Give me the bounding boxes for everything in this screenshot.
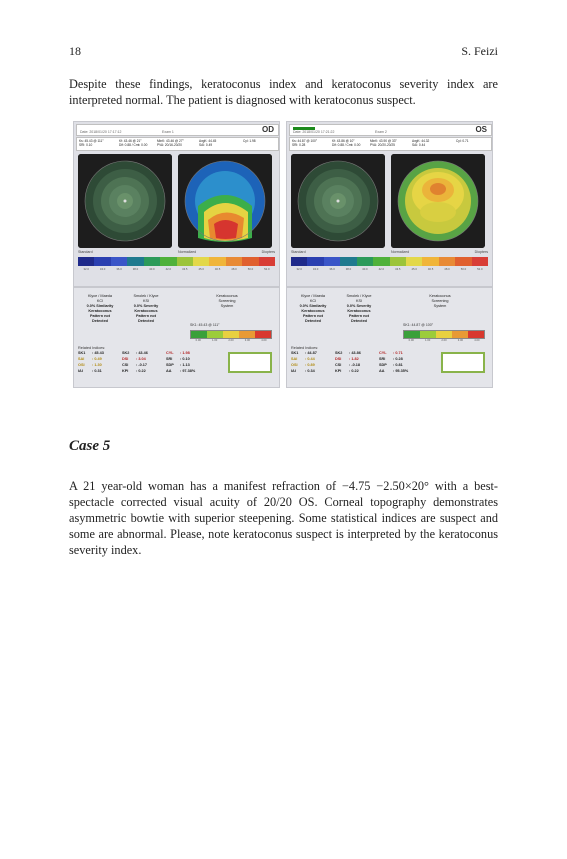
index-cell: CYL xyxy=(379,351,387,355)
scale-value: 42.0 xyxy=(165,267,172,271)
scale-value: 52.0 xyxy=(264,267,270,271)
index-cell: CSI xyxy=(335,363,342,367)
column-text: Keratoconus xyxy=(301,309,325,313)
severity-scale-values xyxy=(403,339,485,342)
color-swatch xyxy=(78,257,94,266)
scale-value: 45.0 xyxy=(198,267,204,271)
keratometry-info-bar xyxy=(289,137,492,151)
color-swatch xyxy=(406,257,422,266)
scale-value: 32.0 xyxy=(83,267,89,271)
title-bar xyxy=(289,124,492,136)
index-cell: : 0.81 xyxy=(393,363,403,367)
info-text: AvgK: 44.45 xyxy=(199,139,217,143)
column-text: Klyce / Maeda xyxy=(300,294,326,298)
severity-segment xyxy=(191,331,207,338)
column-text: Detected xyxy=(350,319,368,323)
index-cell: SK2 xyxy=(122,351,130,355)
scale-value: 40.0 xyxy=(149,267,155,271)
column-text: Detected xyxy=(91,319,109,323)
info-text: AvgK: 44.32 xyxy=(412,139,430,143)
index-cell: AA xyxy=(166,369,172,373)
color-swatch xyxy=(259,257,275,266)
index-cell: : 0.34 xyxy=(305,369,315,373)
severity-scale-values xyxy=(190,339,272,342)
color-scale-values xyxy=(78,267,275,272)
related-indices-title: Related Indices: xyxy=(291,346,319,350)
eye-label: OS xyxy=(475,125,487,134)
info-text: MinK: 43.90 @ 33° xyxy=(370,139,397,143)
column-text: Keratoconus xyxy=(216,294,238,298)
smolek-klyce-column xyxy=(124,294,168,324)
index-cell: : 3.04 xyxy=(136,357,146,361)
related-indices-title: Related Indices: xyxy=(78,346,106,350)
column-text: KSI xyxy=(142,299,150,303)
index-cell: : 0.22 xyxy=(349,369,359,373)
exam-label: Exam 2 xyxy=(375,130,387,134)
index-cell: : 0.28 xyxy=(393,357,403,361)
standard-map xyxy=(78,154,172,248)
info-text: Dif: 0.88 / Cmt: 0.00 xyxy=(332,143,361,147)
index-cell: OSI xyxy=(291,363,298,367)
info-text: SRI: 0.28 xyxy=(292,143,306,147)
index-cell: : 0.89 xyxy=(305,363,315,367)
normalized-map xyxy=(178,154,272,248)
column-text: Detected xyxy=(304,319,322,323)
scale-value: 48.0 xyxy=(444,267,450,271)
exam-label: Exam 1 xyxy=(162,130,174,134)
sk1-value: SK1: 44.87 @ 100° xyxy=(403,323,434,327)
page-number: 18 xyxy=(69,44,81,58)
map-label: Standard xyxy=(291,250,306,254)
index-cell: DSI xyxy=(122,357,129,361)
case-heading: Case 5 xyxy=(69,438,111,454)
index-cell: : 45.43 xyxy=(92,351,104,355)
index-cell: SDP xyxy=(379,363,387,367)
column-text: Smolek / Klyce xyxy=(346,294,372,298)
column-text: 0.0% Severity xyxy=(346,304,372,308)
scale-value: 52.0 xyxy=(477,267,483,271)
topography-figure-od xyxy=(73,121,280,388)
smolek-klyce-column xyxy=(337,294,381,324)
index-cell: SK1 xyxy=(78,351,86,355)
index-cell: IAI xyxy=(78,369,83,373)
info-text: SRI: 0.10 xyxy=(79,143,93,147)
color-swatch xyxy=(193,257,209,266)
info-text: Cyl: 0.71 xyxy=(456,139,469,143)
color-scale-values xyxy=(291,267,488,272)
column-text: KCI xyxy=(309,299,317,303)
color-swatch xyxy=(177,257,193,266)
column-text: Pattern not xyxy=(135,314,157,318)
column-text: Smolek / Klyce xyxy=(133,294,159,298)
index-cell: AA xyxy=(379,369,385,373)
scale-value: 46.5 xyxy=(427,267,434,271)
summary-box xyxy=(441,352,485,373)
severity-bar xyxy=(190,330,272,339)
index-cell: KPI xyxy=(122,369,129,373)
column-text: KCI xyxy=(96,299,104,303)
index-cell: : 1.98 xyxy=(180,351,190,355)
standard-map xyxy=(291,154,385,248)
scale-value: 46.5 xyxy=(214,267,221,271)
scale-value: 36.0 xyxy=(329,267,335,271)
scale-value: 42.0 xyxy=(378,267,385,271)
color-swatch xyxy=(226,257,242,266)
klyce-maeda-column xyxy=(78,294,122,324)
klyce-maeda-column xyxy=(291,294,335,324)
info-text: Kf: 43.46 @ 21° xyxy=(119,139,142,143)
color-scale xyxy=(78,257,275,266)
column-text: System xyxy=(220,304,234,308)
column-text: Keratoconus xyxy=(429,294,451,298)
color-swatch xyxy=(144,257,160,266)
info-text: SAI: 0.44 xyxy=(412,143,426,147)
index-cell: SAI xyxy=(78,357,85,361)
color-swatch xyxy=(111,257,127,266)
scale-value: 48.0 xyxy=(231,267,237,271)
severity-segment xyxy=(404,331,420,338)
case-paragraph: A 21 year-old woman has a manifest refraction of −4.75 −2.50×20° with a best-spectacle corrected visual acuity of 20/20 OS. Corneal topography demonstrates asymmetric bowtie with superior steepening. Some statistical indices are suspect and some are abnormal. Please, note keratoconus suspect is interpreted by the keratoconus severity index. xyxy=(69,479,498,557)
scale-value: 50.0 xyxy=(247,267,254,271)
info-text: Dif: 0.88 / Cmt: 0.00 xyxy=(119,143,148,147)
severity-segment xyxy=(255,331,271,338)
scale-value: 38.0 xyxy=(345,267,352,271)
severity-value: 2.00 xyxy=(228,339,234,342)
running-head-author: S. Feizi xyxy=(461,44,498,58)
map-label: Diopters xyxy=(261,250,275,254)
index-cell: : 0.31 xyxy=(92,369,102,373)
severity-bar xyxy=(403,330,485,339)
exam-date: Date: 2018/01/20 17:17:12 xyxy=(80,130,122,134)
info-text: Cyl: 1.98 xyxy=(243,139,256,143)
severity-value: 4.00 xyxy=(261,339,267,342)
column-text: Screening xyxy=(431,299,449,303)
severity-value: 3.00 xyxy=(244,339,251,342)
color-scale xyxy=(291,257,488,266)
color-swatch xyxy=(373,257,389,266)
index-cell: : 0.22 xyxy=(136,369,146,373)
index-cell: : -0.17 xyxy=(136,363,147,367)
index-cell: SK2 xyxy=(335,351,343,355)
info-cell xyxy=(332,139,360,147)
color-swatch xyxy=(307,257,323,266)
info-cell xyxy=(456,139,469,143)
index-cell: : 1.82 xyxy=(349,357,359,361)
indices-row xyxy=(291,369,421,375)
severity-value: 0.00 xyxy=(408,339,414,342)
index-cell: : 97.38% xyxy=(180,369,196,373)
info-cell xyxy=(199,139,216,147)
keratometry-info-bar xyxy=(76,137,279,151)
index-cell: : 1.13 xyxy=(180,363,190,367)
info-cell xyxy=(79,139,104,147)
color-swatch xyxy=(242,257,258,266)
index-cell: OSI xyxy=(78,363,85,367)
color-swatch xyxy=(127,257,143,266)
index-cell: SRI xyxy=(379,357,386,361)
sk1-value: SK1: 45.43 @ 111° xyxy=(190,323,220,327)
eye-label: OD xyxy=(262,125,274,134)
index-cell: CYL xyxy=(166,351,174,355)
index-cell: : 43.86 xyxy=(349,351,361,355)
severity-segment xyxy=(420,331,436,338)
column-text: Detected xyxy=(137,319,155,323)
severity-segment xyxy=(239,331,255,338)
info-cell xyxy=(412,139,429,147)
index-cell: IAI xyxy=(291,369,296,373)
severity-value: 3.00 xyxy=(457,339,464,342)
color-swatch xyxy=(160,257,176,266)
info-text: SAI: 0.49 xyxy=(199,143,213,147)
severity-value: 0.00 xyxy=(195,339,201,342)
index-cell: : -0.18 xyxy=(349,363,360,367)
color-swatch xyxy=(209,257,225,266)
info-cell xyxy=(243,139,256,143)
column-text: Pattern not xyxy=(348,314,370,318)
scale-value: 40.0 xyxy=(362,267,368,271)
column-text: Screening xyxy=(218,299,236,303)
map-labels xyxy=(291,250,488,255)
color-swatch xyxy=(340,257,356,266)
column-text: Keratoconus xyxy=(347,309,371,313)
index-cell: : 43.46 xyxy=(136,351,148,355)
topography-figure-os xyxy=(286,121,493,388)
intro-paragraph: Despite these findings, keratoconus index and keratoconus severity index are interpreted normal. The patient is diagnosed with keratoconus suspect. xyxy=(69,77,498,107)
severity-segment xyxy=(468,331,484,338)
map-label: Normalized xyxy=(178,250,197,254)
index-cell: : 0.71 xyxy=(393,351,403,355)
index-cell: : 1.30 xyxy=(92,363,102,367)
index-cell: SRI xyxy=(166,357,173,361)
column-text: Keratoconus xyxy=(134,309,158,313)
info-cell xyxy=(157,139,184,147)
indices-row xyxy=(78,369,208,375)
info-cell xyxy=(370,139,397,147)
index-cell: DSI xyxy=(335,357,342,361)
screening-system-column xyxy=(405,294,475,309)
scale-value: 36.0 xyxy=(116,267,122,271)
color-swatch xyxy=(472,257,488,266)
color-swatch xyxy=(455,257,471,266)
topography-panel xyxy=(73,121,280,287)
color-swatch xyxy=(291,257,307,266)
column-text: 0.0% Similarity xyxy=(86,304,114,308)
severity-value: 2.00 xyxy=(441,339,447,342)
color-swatch xyxy=(324,257,340,266)
index-cell: CSI xyxy=(122,363,129,367)
index-cell: : 0.10 xyxy=(180,357,190,361)
index-cell: SAI xyxy=(291,357,298,361)
map-label: Normalized xyxy=(391,250,410,254)
index-cell: SDP xyxy=(166,363,174,367)
info-text: PVA: 20/16-20/20 xyxy=(157,143,182,147)
scale-value: 43.5 xyxy=(395,267,401,271)
column-text: KSI xyxy=(355,299,363,303)
scale-value: 34.0 xyxy=(99,267,106,271)
exam-date: Date: 2018/01/20 17:21:22 xyxy=(293,130,335,134)
screening-system-column xyxy=(192,294,262,309)
severity-value: 1.00 xyxy=(211,339,218,342)
info-cell xyxy=(292,139,317,147)
summary-box xyxy=(228,352,272,373)
info-text: Ks: 44.87 @ 100° xyxy=(292,139,318,143)
color-swatch xyxy=(439,257,455,266)
column-text: Keratoconus xyxy=(88,309,112,313)
severity-segment xyxy=(452,331,468,338)
keratoconus-analysis-panel xyxy=(286,287,493,388)
scale-value: 43.5 xyxy=(182,267,188,271)
scale-value: 34.0 xyxy=(312,267,319,271)
index-cell: : 0.44 xyxy=(305,357,315,361)
info-cell xyxy=(119,139,147,147)
index-cell: SK1 xyxy=(291,351,299,355)
column-text: Pattern not xyxy=(89,314,111,318)
title-bar xyxy=(76,124,279,136)
index-cell: : 0.49 xyxy=(92,357,102,361)
color-swatch xyxy=(357,257,373,266)
column-text: 0.0% Severity xyxy=(133,304,159,308)
severity-value: 1.00 xyxy=(424,339,431,342)
column-text: System xyxy=(433,304,447,308)
severity-segment xyxy=(436,331,452,338)
info-text: MinK: 43.46 @ 27° xyxy=(157,139,184,143)
normalized-map xyxy=(391,154,485,248)
scale-value: 32.0 xyxy=(296,267,302,271)
info-text: Ks: 45.43 @ 111° xyxy=(79,139,104,143)
scale-value: 38.0 xyxy=(132,267,139,271)
info-text: PVA: 20/20-20/25 xyxy=(370,143,395,147)
severity-value: 4.00 xyxy=(474,339,480,342)
map-label: Standard xyxy=(78,250,93,254)
severity-segment xyxy=(207,331,223,338)
column-text: Pattern not xyxy=(302,314,324,318)
column-text: Klyce / Maeda xyxy=(87,294,113,298)
column-text: 0.0% Similarity xyxy=(299,304,327,308)
info-text: Kf: 43.86 @ 10° xyxy=(332,139,355,143)
topography-panel xyxy=(286,121,493,287)
keratoconus-analysis-panel xyxy=(73,287,280,388)
severity-segment xyxy=(223,331,239,338)
index-cell: KPI xyxy=(335,369,342,373)
color-swatch xyxy=(422,257,438,266)
color-swatch xyxy=(390,257,406,266)
map-labels xyxy=(78,250,275,255)
color-swatch xyxy=(94,257,110,266)
scale-value: 50.0 xyxy=(460,267,467,271)
index-cell: : 95.35% xyxy=(393,369,409,373)
scale-value: 45.0 xyxy=(411,267,417,271)
map-label: Diopters xyxy=(474,250,488,254)
index-cell: : 44.87 xyxy=(305,351,317,355)
